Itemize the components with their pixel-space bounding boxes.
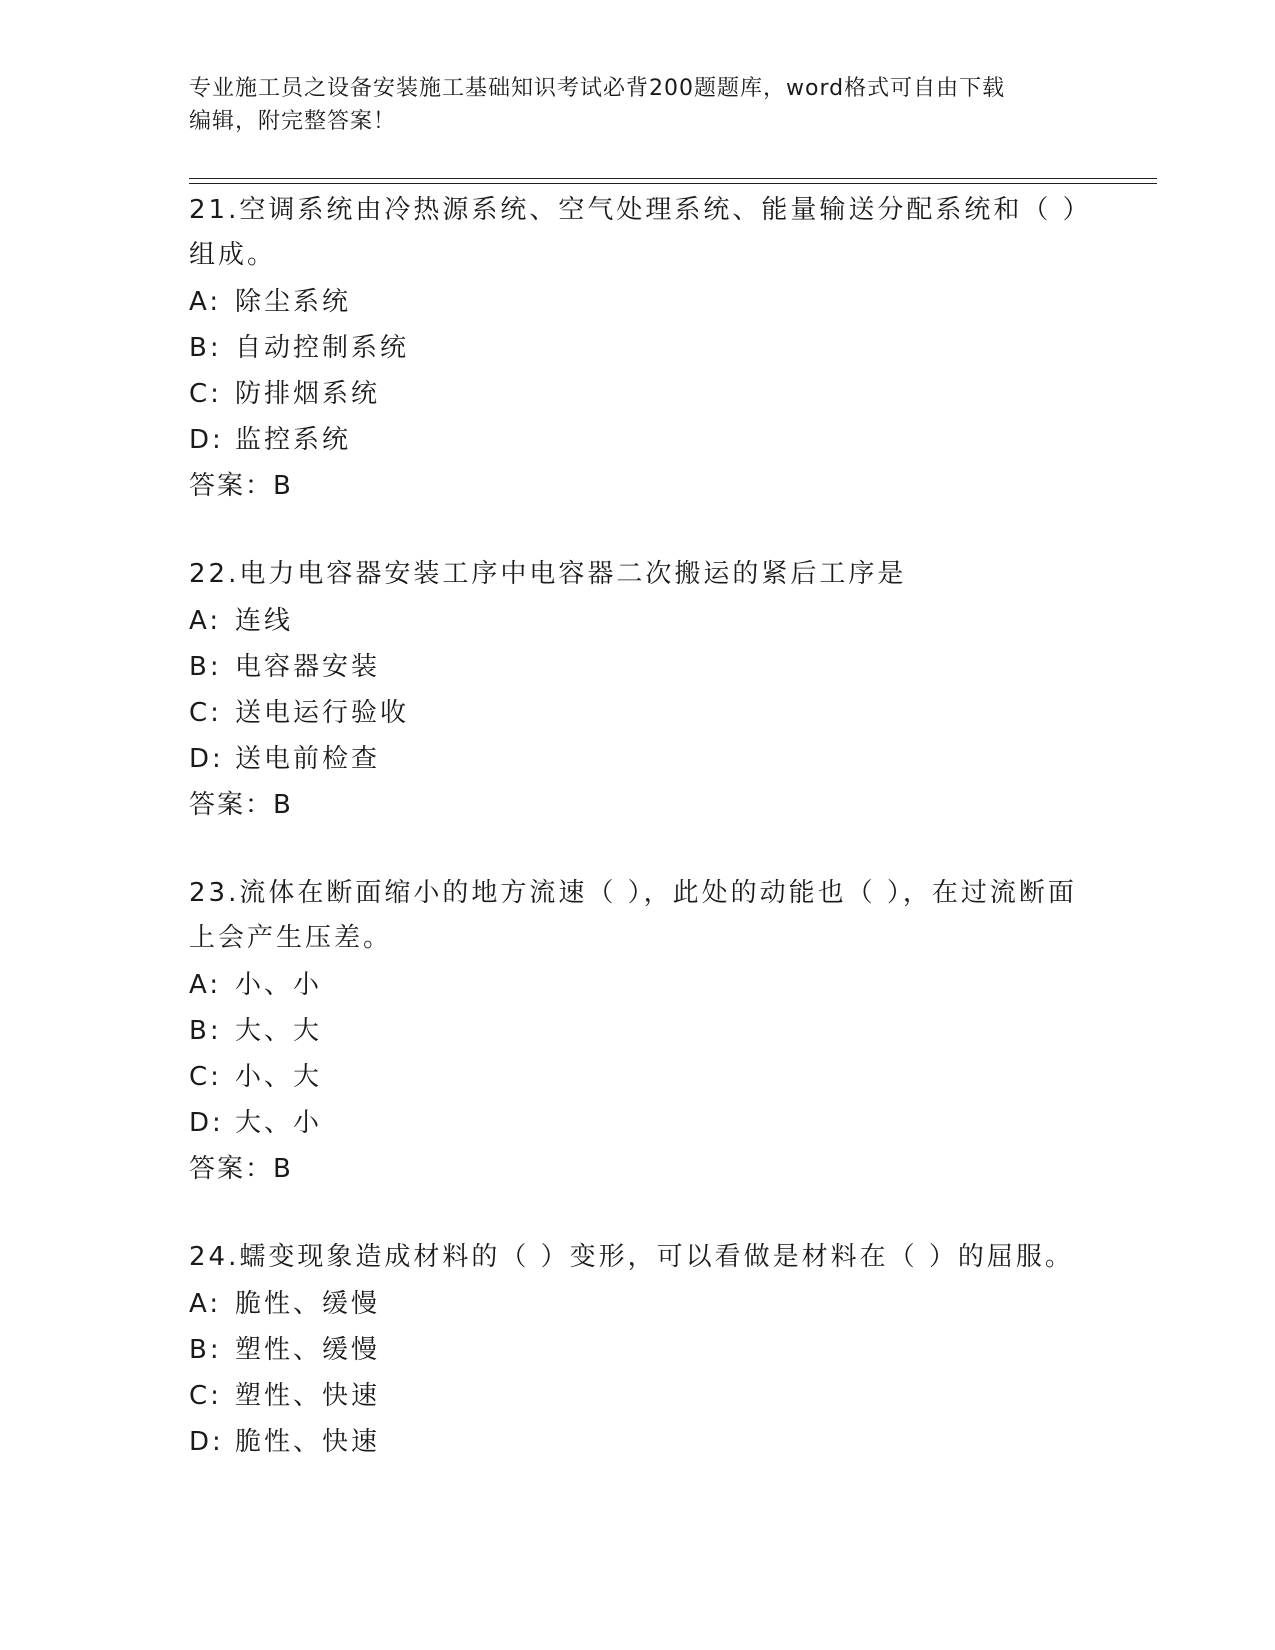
option-d xyxy=(189,736,1089,782)
option-text: 脆性、快速 xyxy=(235,1427,381,1457)
option-letter: D: xyxy=(189,425,224,455)
option-text: 送电运行验收 xyxy=(235,698,410,728)
header-line-1: 专业施工员之设备安装施工基础知识考试必背200题题库，word格式可自由下载 xyxy=(189,76,1006,101)
header-rule-top xyxy=(189,178,1157,179)
option-a xyxy=(189,962,1089,1008)
option-letter: A: xyxy=(189,970,222,1000)
option-text: 塑性、快速 xyxy=(235,1381,381,1411)
option-letter: A: xyxy=(189,1289,222,1319)
option-c xyxy=(189,1373,1089,1419)
option-b xyxy=(189,1327,1089,1373)
option-text: 大、大 xyxy=(235,1016,323,1046)
option-letter: C: xyxy=(189,1381,222,1411)
option-text: 电容器安装 xyxy=(235,652,381,682)
option-letter: B: xyxy=(189,652,222,682)
option-text: 小、小 xyxy=(235,970,323,1000)
header-rule-bottom xyxy=(189,183,1157,184)
option-text: 监控系统 xyxy=(235,425,352,455)
option-c xyxy=(189,690,1089,736)
option-d xyxy=(189,417,1089,463)
question-21 xyxy=(189,188,1089,509)
option-letter: B: xyxy=(189,333,222,363)
option-b xyxy=(189,644,1089,690)
option-d xyxy=(189,1100,1089,1146)
option-c xyxy=(189,371,1089,417)
option-a xyxy=(189,279,1089,325)
answer-line: 答案：B xyxy=(189,790,293,820)
option-b xyxy=(189,1008,1089,1054)
option-text: 除尘系统 xyxy=(235,287,352,317)
question-list xyxy=(189,188,1089,1508)
question-stem: 21.空调系统由冷热源系统、空气处理系统、能量输送分配系统和（ ）组成。 xyxy=(189,195,1079,270)
option-text: 大、小 xyxy=(235,1108,323,1138)
option-letter: C: xyxy=(189,698,222,728)
question-22 xyxy=(189,552,1089,828)
option-text: 自动控制系统 xyxy=(235,333,410,363)
option-letter: A: xyxy=(189,287,222,317)
answer-line: 答案：B xyxy=(189,1154,293,1184)
option-letter: B: xyxy=(189,1335,222,1365)
option-text: 送电前检查 xyxy=(235,744,381,774)
option-a xyxy=(189,598,1089,644)
option-a xyxy=(189,1281,1089,1327)
page-header xyxy=(189,72,1089,138)
option-letter: B: xyxy=(189,1016,222,1046)
question-stem: 23.流体在断面缩小的地方流速（ ），此处的动能也（ ），在过流断面上会产生压差。 xyxy=(189,878,1077,953)
question-stem: 22.电力电容器安装工序中电容器二次搬运的紧后工序是 xyxy=(189,559,907,589)
option-letter: C: xyxy=(189,379,222,409)
answer-line: 答案：B xyxy=(189,471,293,501)
option-letter: D: xyxy=(189,1427,224,1457)
option-letter: D: xyxy=(189,1108,224,1138)
option-text: 小、大 xyxy=(235,1062,323,1092)
option-text: 防排烟系统 xyxy=(235,379,381,409)
question-24 xyxy=(189,1235,1089,1465)
option-d xyxy=(189,1419,1089,1465)
option-text: 连线 xyxy=(235,606,294,636)
option-letter: A: xyxy=(189,606,222,636)
option-b xyxy=(189,325,1089,371)
option-c xyxy=(189,1054,1089,1100)
question-23 xyxy=(189,871,1089,1192)
option-text: 脆性、缓慢 xyxy=(235,1289,381,1319)
question-stem: 24.蠕变现象造成材料的（ ）变形，可以看做是材料在（ ）的屈服。 xyxy=(189,1242,1074,1272)
option-text: 塑性、缓慢 xyxy=(235,1335,381,1365)
header-line-2: 编辑，附完整答案！ xyxy=(189,109,397,134)
option-letter: D: xyxy=(189,744,224,774)
option-letter: C: xyxy=(189,1062,222,1092)
